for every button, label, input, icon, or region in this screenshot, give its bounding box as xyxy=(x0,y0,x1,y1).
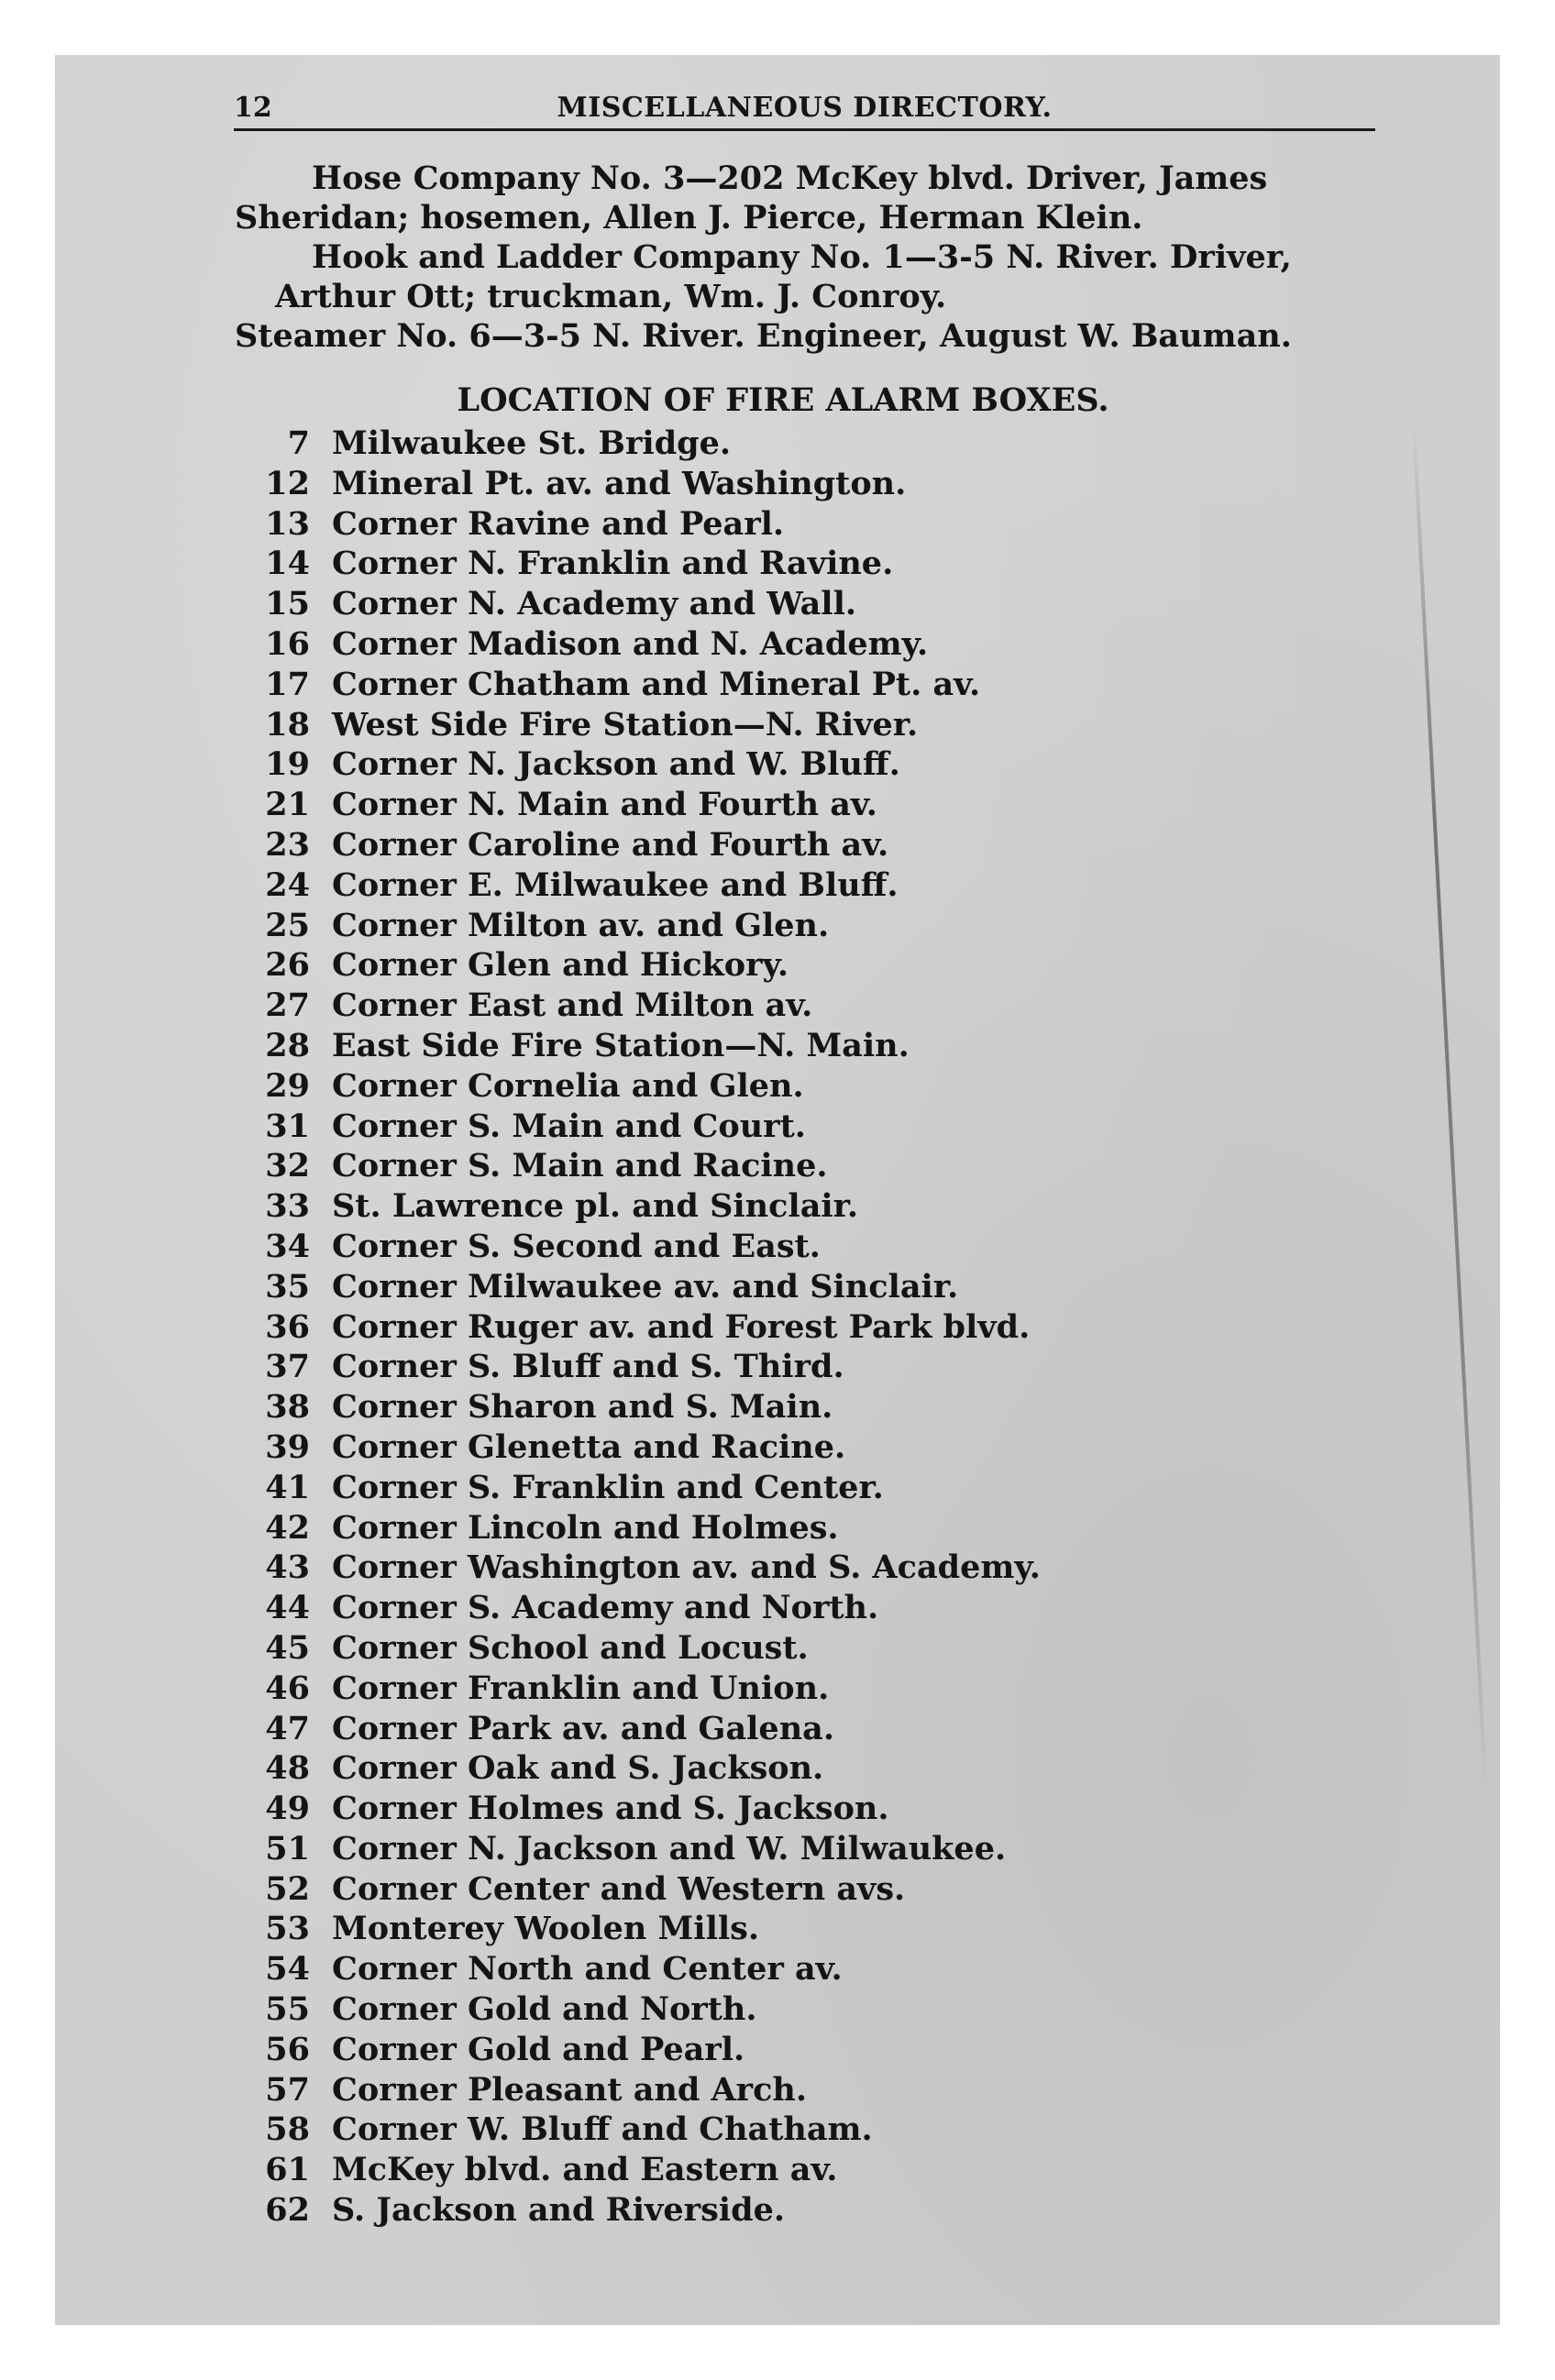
alarm-box-number: 18 xyxy=(265,705,310,744)
alarm-box-number: 41 xyxy=(265,1468,310,1506)
alarm-box-row xyxy=(229,1949,1041,1989)
alarm-box-list xyxy=(229,424,1041,2231)
alarm-box-location: Corner Gold and Pearl. xyxy=(332,2030,745,2068)
alarm-box-number: 62 xyxy=(265,2191,310,2230)
alarm-box-number: 44 xyxy=(265,1589,310,1627)
alarm-box-row xyxy=(229,665,1041,705)
alarm-box-row xyxy=(229,1307,1041,1348)
alarm-box-location: Corner Holmes and S. Jackson. xyxy=(332,1790,889,1828)
alarm-box-location: St. Lawrence pl. and Sinclair. xyxy=(332,1187,859,1226)
alarm-box-location: Milwaukee St. Bridge. xyxy=(332,424,732,462)
alarm-box-location: Corner S. Bluff and S. Third. xyxy=(332,1348,844,1386)
alarm-box-location: Corner S. Academy and North. xyxy=(332,1589,879,1627)
alarm-box-row xyxy=(229,1066,1041,1107)
alarm-box-location: McKey blvd. and Eastern av. xyxy=(332,2151,838,2189)
alarm-box-number: 49 xyxy=(265,1790,310,1828)
alarm-box-number: 61 xyxy=(265,2151,310,2189)
alarm-box-row xyxy=(229,1669,1041,1709)
alarm-box-row xyxy=(229,906,1041,946)
alarm-box-number: 7 xyxy=(287,424,310,462)
alarm-box-location: Corner N. Main and Fourth av. xyxy=(332,786,877,824)
alarm-box-number: 29 xyxy=(265,1066,310,1105)
alarm-box-number: 21 xyxy=(265,786,310,824)
section-title: LOCATION OF FIRE ALARM BOXES. xyxy=(457,381,1109,419)
alarm-box-location: Corner S. Franklin and Center. xyxy=(332,1468,884,1506)
alarm-box-row xyxy=(229,785,1041,825)
alarm-box-row xyxy=(229,2190,1041,2231)
alarm-box-location: Corner Milwaukee av. and Sinclair. xyxy=(332,1267,959,1306)
alarm-box-row xyxy=(229,1508,1041,1548)
alarm-box-number: 15 xyxy=(265,585,310,623)
alarm-box-number: 58 xyxy=(265,2110,310,2149)
page-crease xyxy=(1412,422,1487,1795)
directory-page xyxy=(55,55,1500,2325)
alarm-box-row xyxy=(229,1709,1041,1749)
alarm-box-location: Corner Park av. and Galena. xyxy=(332,1709,835,1747)
alarm-box-location: Corner Washington av. and S. Academy. xyxy=(332,1548,1041,1587)
alarm-box-location: Corner N. Jackson and W. Milwaukee. xyxy=(332,1829,1007,1868)
alarm-box-row xyxy=(229,825,1041,865)
alarm-box-location: Corner Lincoln and Holmes. xyxy=(332,1508,839,1547)
alarm-box-number: 38 xyxy=(265,1388,310,1427)
alarm-box-location: Corner Glenetta and Racine. xyxy=(332,1427,846,1466)
alarm-box-number: 19 xyxy=(265,745,310,784)
alarm-box-number: 35 xyxy=(265,1267,310,1306)
alarm-box-row xyxy=(229,1468,1041,1508)
alarm-box-number: 31 xyxy=(265,1107,310,1145)
alarm-box-number: 47 xyxy=(265,1709,310,1747)
alarm-box-location: Corner School and Locust. xyxy=(332,1628,809,1667)
alarm-box-row xyxy=(229,1107,1041,1147)
alarm-box-location: Mineral Pt. av. and Washington. xyxy=(332,464,907,502)
alarm-box-number: 27 xyxy=(265,986,310,1025)
running-head: MISCELLANEOUS DIRECTORY. xyxy=(557,92,1053,124)
alarm-box-row xyxy=(229,1387,1041,1427)
alarm-box-number: 17 xyxy=(265,665,310,703)
alarm-box-location: Corner W. Bluff and Chatham. xyxy=(332,2110,873,2149)
company-line: Arthur Ott; truckman, Wm. J. Conroy. xyxy=(275,278,947,315)
alarm-box-row xyxy=(229,544,1041,584)
alarm-box-row xyxy=(229,1628,1041,1669)
page-number: 12 xyxy=(234,92,272,124)
alarm-box-number: 51 xyxy=(265,1829,310,1868)
alarm-box-row xyxy=(229,1146,1041,1186)
alarm-box-location: Corner E. Milwaukee and Bluff. xyxy=(332,865,899,904)
alarm-box-row xyxy=(229,1026,1041,1066)
alarm-box-row xyxy=(229,1829,1041,1869)
alarm-box-row xyxy=(229,1989,1041,2030)
alarm-box-row xyxy=(229,1909,1041,1949)
alarm-box-location: East Side Fire Station—N. Main. xyxy=(332,1026,910,1064)
alarm-box-location: Corner Glen and Hickory. xyxy=(332,946,789,985)
alarm-box-row xyxy=(229,705,1041,745)
alarm-box-number: 33 xyxy=(265,1187,310,1226)
alarm-box-number: 25 xyxy=(265,906,310,944)
page-header xyxy=(234,88,1375,131)
alarm-box-number: 46 xyxy=(265,1669,310,1707)
company-line: Hook and Ladder Company No. 1—3-5 N. River. Driver, xyxy=(312,238,1292,276)
alarm-box-number: 34 xyxy=(265,1227,310,1265)
alarm-box-number: 37 xyxy=(265,1348,310,1386)
alarm-box-number: 16 xyxy=(265,624,310,663)
alarm-box-number: 54 xyxy=(265,1950,310,1989)
alarm-box-row xyxy=(229,584,1041,624)
alarm-box-row xyxy=(229,1347,1041,1387)
alarm-box-number: 24 xyxy=(265,865,310,904)
alarm-box-row xyxy=(229,1427,1041,1468)
alarm-box-row xyxy=(229,2150,1041,2190)
alarm-box-row xyxy=(229,2110,1041,2150)
alarm-box-location: West Side Fire Station—N. River. xyxy=(332,705,919,744)
company-line: Steamer No. 6—3-5 N. River. Engineer, August W. Bauman. xyxy=(235,317,1292,355)
alarm-box-number: 57 xyxy=(265,2070,310,2109)
alarm-box-number: 26 xyxy=(265,946,310,985)
alarm-box-location: Corner Milton av. and Glen. xyxy=(332,906,830,944)
alarm-box-number: 39 xyxy=(265,1427,310,1466)
alarm-box-location: Corner Ruger av. and Forest Park blvd. xyxy=(332,1307,1031,1346)
alarm-box-location: Corner Franklin and Union. xyxy=(332,1669,830,1707)
alarm-box-number: 52 xyxy=(265,1869,310,1908)
company-line: Sheridan; hosemen, Allen J. Pierce, Herman Klein. xyxy=(235,199,1143,237)
alarm-box-row xyxy=(229,504,1041,545)
alarm-box-location: Corner S. Second and East. xyxy=(332,1227,821,1265)
alarm-box-row xyxy=(229,945,1041,986)
alarm-box-row xyxy=(229,424,1041,464)
alarm-box-number: 12 xyxy=(265,464,310,502)
alarm-box-number: 53 xyxy=(265,1910,310,1948)
company-line: Hose Company No. 3—202 McKey blvd. Driver, James xyxy=(312,160,1268,197)
alarm-box-number: 56 xyxy=(265,2030,310,2068)
alarm-box-number: 42 xyxy=(265,1508,310,1547)
alarm-box-number: 28 xyxy=(265,1026,310,1064)
alarm-box-location: Corner S. Main and Racine. xyxy=(332,1147,828,1185)
alarm-box-location: Corner Caroline and Fourth av. xyxy=(332,825,889,864)
alarm-box-row xyxy=(229,865,1041,906)
alarm-box-row xyxy=(229,2030,1041,2070)
alarm-box-number: 13 xyxy=(265,504,310,543)
alarm-box-row xyxy=(229,1227,1041,1267)
alarm-box-location: Corner Cornelia and Glen. xyxy=(332,1066,804,1105)
alarm-box-location: Corner North and Center av. xyxy=(332,1950,843,1989)
alarm-box-location: Corner S. Main and Court. xyxy=(332,1107,806,1145)
alarm-box-number: 48 xyxy=(265,1749,310,1788)
alarm-box-number: 55 xyxy=(265,1990,310,2029)
alarm-box-location: Corner Madison and N. Academy. xyxy=(332,624,929,663)
alarm-box-location: Corner Oak and S. Jackson. xyxy=(332,1749,824,1788)
alarm-box-location: Corner N. Jackson and W. Bluff. xyxy=(332,745,900,784)
alarm-box-row xyxy=(229,1869,1041,1910)
alarm-box-number: 45 xyxy=(265,1628,310,1667)
alarm-box-number: 32 xyxy=(265,1147,310,1185)
alarm-box-row xyxy=(229,744,1041,785)
alarm-box-location: Corner Center and Western avs. xyxy=(332,1869,906,1908)
alarm-box-location: S. Jackson and Riverside. xyxy=(332,2191,786,2230)
alarm-box-row xyxy=(229,2070,1041,2110)
alarm-box-row xyxy=(229,1789,1041,1829)
alarm-box-row xyxy=(229,464,1041,504)
alarm-box-location: Monterey Woolen Mills. xyxy=(332,1910,760,1948)
alarm-box-number: 43 xyxy=(265,1548,310,1587)
alarm-box-number: 14 xyxy=(265,545,310,583)
alarm-box-location: Corner N. Franklin and Ravine. xyxy=(332,545,894,583)
alarm-box-row xyxy=(229,1548,1041,1588)
alarm-box-row xyxy=(229,1588,1041,1628)
alarm-box-row xyxy=(229,986,1041,1026)
alarm-box-location: Corner Gold and North. xyxy=(332,1990,757,2029)
alarm-box-number: 23 xyxy=(265,825,310,864)
alarm-box-location: Corner Ravine and Pearl. xyxy=(332,504,785,543)
alarm-box-row xyxy=(229,1186,1041,1227)
alarm-box-row xyxy=(229,624,1041,665)
alarm-box-location: Corner East and Milton av. xyxy=(332,986,813,1025)
alarm-box-number: 36 xyxy=(265,1307,310,1346)
alarm-box-location: Corner N. Academy and Wall. xyxy=(332,585,857,623)
alarm-box-location: Corner Sharon and S. Main. xyxy=(332,1388,833,1427)
alarm-box-row xyxy=(229,1267,1041,1307)
alarm-box-location: Corner Pleasant and Arch. xyxy=(332,2070,808,2109)
alarm-box-row xyxy=(229,1748,1041,1789)
alarm-box-location: Corner Chatham and Mineral Pt. av. xyxy=(332,665,981,703)
